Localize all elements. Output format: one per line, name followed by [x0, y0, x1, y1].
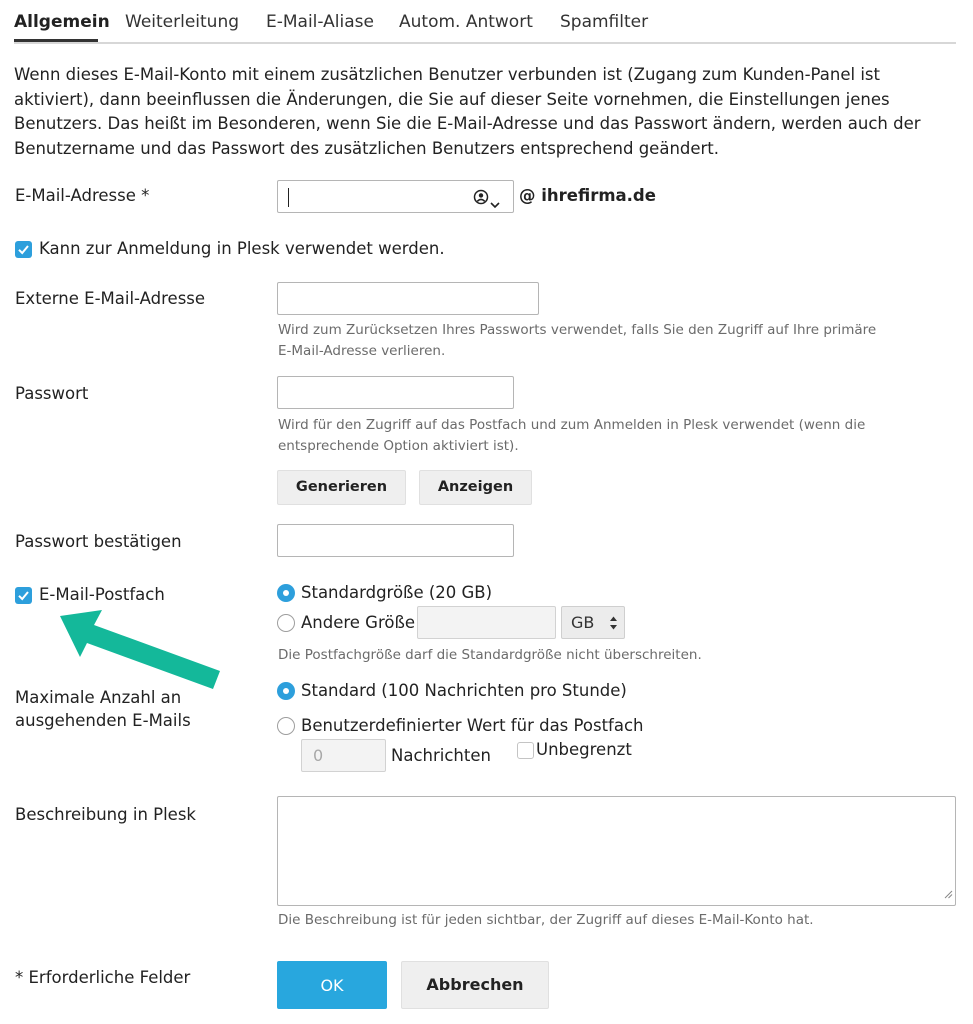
- outgoing-count-unit: Nachrichten: [391, 746, 491, 765]
- active-tab-indicator: [14, 39, 98, 42]
- user-icon[interactable]: [473, 189, 489, 209]
- unlimited-label: Unbegrenzt: [536, 740, 632, 759]
- login-checkbox[interactable]: [15, 241, 32, 258]
- outgoing-default-radio[interactable]: [277, 682, 295, 700]
- outgoing-custom-radio[interactable]: [277, 717, 295, 735]
- chevron-down-icon[interactable]: [490, 194, 500, 213]
- mailbox-custom-size-radio[interactable]: [277, 614, 295, 632]
- ok-button[interactable]: OK: [277, 961, 387, 1009]
- outgoing-default-label: Standard (100 Nachrichten pro Stunde): [301, 681, 627, 700]
- confirm-password-label: Passwort bestätigen: [15, 532, 182, 551]
- intro-text: Wenn dieses E-Mail-Konto mit einem zusätzlichen Benutzer verbunden ist (Zugang zum Kunden-Panel ist aktiviert), dann beeinflussen die Änderungen, die Sie auf dieser Seite vornehmen, die Einstellungen jenes Benutzers. Das heißt im Besonderen, wenn Sie die E-Mail-Adresse und das Passwort ändern, werden auch der Benutzername und das Passwort des zusätzlichen Benutzers entsprechend geändert.: [14, 65, 921, 158]
- mailbox-unit-select[interactable]: [561, 606, 625, 639]
- email-domain: @ ihrefirma.de: [519, 186, 656, 205]
- annotation-arrow-icon: [50, 605, 230, 695]
- tab-autom-antwort[interactable]: Autom. Antwort: [399, 12, 533, 32]
- outgoing-limit-label: Maximale Anzahl an ausgehenden E-Mails: [15, 688, 191, 730]
- email-address-input[interactable]: [277, 180, 514, 213]
- tab-allgemein[interactable]: Allgemein: [14, 12, 110, 32]
- description-label: Beschreibung in Plesk: [15, 805, 196, 824]
- external-email-input[interactable]: [277, 282, 539, 315]
- confirm-password-input[interactable]: [277, 524, 514, 557]
- external-email-label: Externe E-Mail-Adresse: [15, 289, 206, 308]
- external-email-hint: Wird zum Zurücksetzen Ihres Passworts verwendet, falls Sie den Zugriff auf Ihre primäre E-Mail-Adresse verlieren.: [278, 322, 877, 359]
- mailbox-size-hint: Die Postfachgröße darf die Standardgröße nicht überschreiten.: [278, 647, 702, 663]
- mailbox-unit-value: GB: [571, 613, 595, 632]
- mailbox-default-size-label: Standardgröße (20 GB): [301, 583, 493, 602]
- password-label: Passwort: [15, 384, 89, 403]
- mailbox-checkbox[interactable]: [15, 587, 32, 604]
- tab-weiterleitung[interactable]: Weiterleitung: [125, 12, 240, 32]
- tab-spamfilter[interactable]: Spamfilter: [560, 12, 649, 32]
- generate-password-button[interactable]: Generieren: [277, 470, 406, 505]
- show-password-button[interactable]: Anzeigen: [419, 470, 532, 505]
- mailbox-default-size-radio[interactable]: [277, 584, 295, 602]
- description-textarea[interactable]: [277, 796, 956, 906]
- mailbox-size-input[interactable]: [417, 606, 556, 639]
- required-fields-note: * Erforderliche Felder: [15, 968, 191, 987]
- outgoing-count-value: 0: [313, 746, 324, 765]
- description-hint: Die Beschreibung ist für jeden sichtbar, der Zugriff auf dieses E-Mail-Konto hat.: [278, 912, 814, 928]
- password-hint: Wird für den Zugriff auf das Postfach und zum Anmelden in Plesk verwendet (wenn die entsprechende Option aktiviert ist).: [278, 417, 866, 454]
- resize-handle-icon[interactable]: [943, 884, 953, 903]
- login-checkbox-label: Kann zur Anmeldung in Plesk verwendet werden.: [39, 239, 445, 258]
- tab-email-aliase[interactable]: E-Mail-Aliase: [266, 12, 374, 32]
- outgoing-custom-label: Benutzerdefinierter Wert für das Postfach: [301, 716, 644, 735]
- mailbox-custom-size-label: Andere Größe: [301, 613, 416, 632]
- cancel-button[interactable]: Abbrechen: [401, 961, 549, 1009]
- mailbox-checkbox-label: E-Mail-Postfach: [39, 585, 165, 604]
- select-arrows-icon: [609, 615, 618, 635]
- unlimited-checkbox[interactable]: [517, 742, 534, 759]
- text-cursor: [288, 188, 289, 207]
- email-address-label: E-Mail-Adresse *: [15, 186, 150, 205]
- outgoing-count-input[interactable]: [301, 739, 386, 772]
- tab-bar: [14, 0, 956, 44]
- password-input[interactable]: [277, 376, 514, 409]
